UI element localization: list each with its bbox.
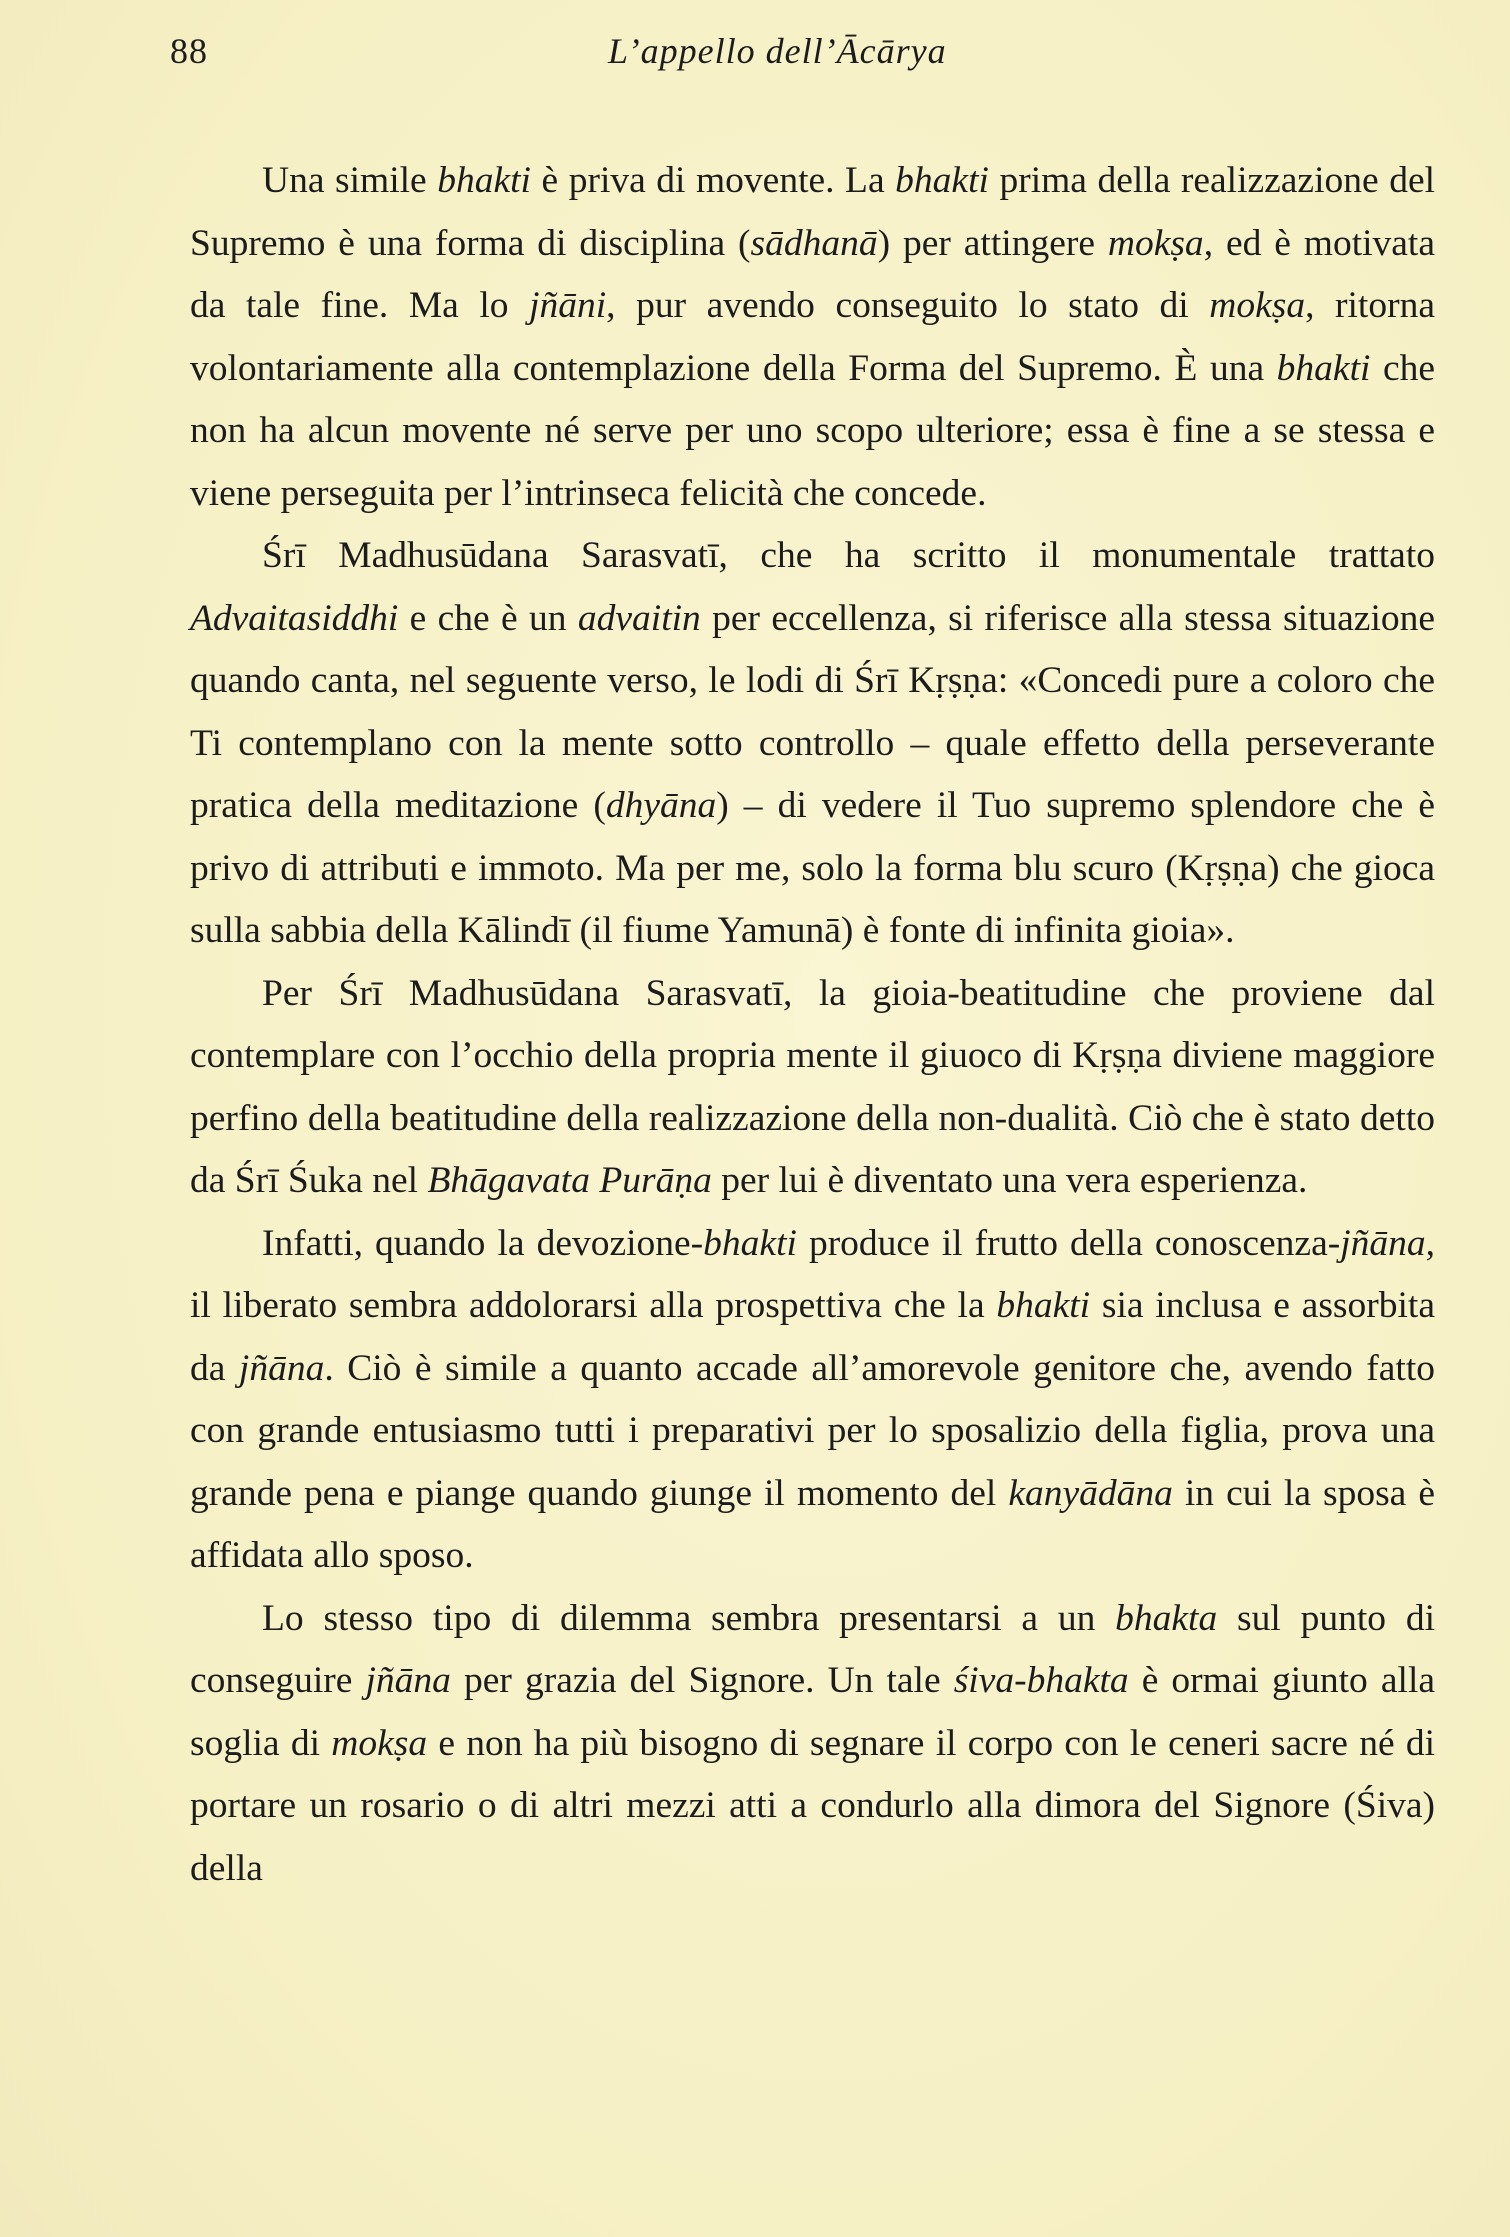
- text-run: prima della realizzazione del Supremo è una forma di disciplina (: [190, 160, 1436, 264]
- italic-term: śiva-bhakta: [953, 1660, 1129, 1701]
- italic-term: Advaitasiddhi: [190, 597, 399, 639]
- italic-term: jñāna: [238, 1347, 325, 1389]
- italic-term: jñāni: [529, 285, 607, 326]
- text-run: , pur avendo conseguito lo stato di: [606, 285, 1210, 326]
- text-run: sia inclusa e assorbita da: [190, 1285, 1435, 1389]
- text-run: . Ciò è simile a quanto accade all’amorevole genitore che, avendo fatto con grande entusiasmo tutti i preparativi per lo sposalizio della figlia, prova una grande pena e piange quando giunge il momento del: [190, 1347, 1435, 1514]
- italic-term: mokṣa: [1209, 285, 1306, 326]
- text-run: per lui è diventato una vera esperienza.: [711, 1160, 1308, 1201]
- text-run: e che è un: [398, 597, 578, 639]
- text-run: , ritorna volontariamente alla contemplazione della Forma del Supremo. È una: [190, 285, 1435, 389]
- italic-term: dhyāna: [605, 785, 717, 826]
- italic-term: bhakti: [1276, 347, 1371, 389]
- italic-term: mokṣa: [331, 1722, 428, 1764]
- italic-term: jñāna: [1340, 1222, 1426, 1264]
- text-run: e non ha più bisogno di segnare il corpo con le ceneri sacre né di portare un rosario o di altri mezzi atti a condurlo alla dimora del Signore (Śiva) della: [190, 1722, 1436, 1889]
- paragraph: [190, 1588, 1435, 1901]
- italic-term: bhakta: [1115, 1597, 1218, 1639]
- running-title: L’appello dell’Ācārya: [608, 31, 947, 71]
- body-text: [190, 150, 1435, 1900]
- paragraph: [190, 150, 1435, 525]
- italic-term: bhakti: [895, 160, 989, 201]
- text-run: , il liberato sembra addolorarsi alla prospettiva che la: [190, 1222, 1435, 1326]
- text-run: Śrī Madhusūdana Sarasvatī, che ha scritto il monumentale trattato: [262, 535, 1435, 576]
- running-head: [170, 30, 1420, 80]
- text-run: è ormai giunto alla soglia di: [190, 1660, 1436, 1764]
- italic-term: jñāna: [365, 1660, 451, 1701]
- page-number: 88: [170, 31, 208, 71]
- text-run: Lo stesso tipo di dilemma sembra presentarsi a un: [262, 1597, 1116, 1639]
- text-run: , ed è motivata da tale fine. Ma lo: [190, 222, 1435, 326]
- text-run: sul punto di conseguire: [190, 1597, 1435, 1701]
- italic-term: bhakti: [703, 1222, 797, 1264]
- italic-term: mokṣa: [1107, 222, 1204, 264]
- italic-term: sādhanā: [750, 222, 878, 264]
- text-run: ) – di vedere il Tuo supremo splendore che è privo di attributi e immoto. Ma per me, solo la forma blu scuro (Kṛṣṇa) che gioca sulla sabbia della Kālindī (il fiume Yamunā) è fonte di infinita gioia».: [190, 785, 1435, 951]
- italic-term: advaitin: [577, 597, 701, 639]
- text-run: è priva di movente. La: [530, 160, 896, 201]
- italic-term: Bhāgavata Purāṇa: [427, 1160, 712, 1201]
- text-run: Infatti, quando la devozione-: [262, 1222, 704, 1264]
- text-run: produce il frutto della conoscenza-: [796, 1222, 1341, 1264]
- text-run: per grazia del Signore. Un tale: [450, 1660, 954, 1701]
- italic-term: bhakti: [996, 1285, 1091, 1326]
- paragraph: [190, 1213, 1435, 1588]
- paragraph: [190, 525, 1435, 963]
- paragraph: [190, 963, 1435, 1213]
- italic-term: bhakti: [437, 160, 531, 201]
- text-run: Per Śrī Madhusūdana Sarasvatī, la gioia-beatitudine che proviene dal contemplare con l’occhio della propria mente il giuoco di Kṛṣṇa diviene maggiore perfino della beatitudine della realizzazione della non-dualità. Ciò che è stato detto da Śrī Śuka nel: [190, 972, 1435, 1201]
- text-run: che non ha alcun movente né serve per uno scopo ulteriore; essa è fine a se stessa e viene perseguita per l’intrinseca felicità che concede.: [190, 347, 1436, 514]
- text-run: ) per attingere: [877, 222, 1108, 264]
- text-run: per eccellenza, si riferisce alla stessa situazione quando canta, nel seguente verso, le lodi di Śrī Kṛṣṇa: «Concedi pure a coloro che Ti contemplano con la mente sotto controllo – quale effetto della perseverante pratica della meditazione (: [190, 597, 1436, 826]
- text-run: in cui la sposa è affidata allo sposo.: [190, 1472, 1435, 1576]
- italic-term: kanyādāna: [1008, 1472, 1173, 1514]
- text-run: Una simile: [262, 160, 438, 201]
